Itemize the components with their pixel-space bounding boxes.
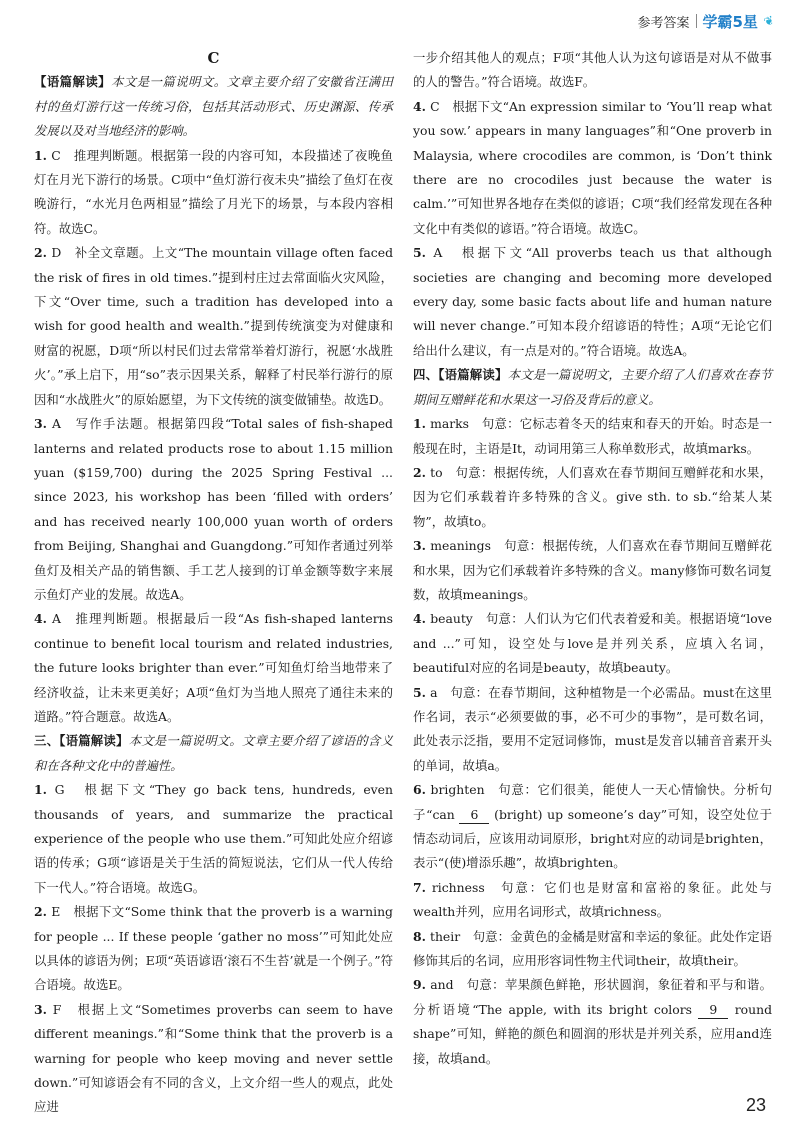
passage-intro: [34, 70, 393, 143]
answer-page: [34, 46, 773, 1115]
answer-item: 4. C 根据下文“An expression similar to ‘You’ll reap what you sow.’ appears in many languages”和“One proverb in Malaysia, where crocodiles are common, is ‘Don’t think there are no crocodiles just because the water is calm.’”可知世界各地存在类似的谚语；C项“我们经常发现在各种文化中有类似的谚语。”符合语境。故选C。: [413, 98, 772, 236]
answer-item: 3. F 根据上文“Sometimes proverbs can seem to have different meanings.”和“Some think that the proverb is a warning for people who keep moving and never settle down.”可知谚语会有不同的含义，上文介绍一些人的观点，此处应进: [34, 1001, 393, 1115]
passage-intro: [413, 363, 772, 412]
answer-item: 4. A 推理判断题。根据最后一段“As fish-shaped lanterns continue to benefit local tourism and related industries, the future looks brighter than ever.”可知鱼灯给当地带来了经济收益，让未来更美好；A项“鱼灯为当地人照亮了通往未来的道路。”符合题意。故选A。: [34, 611, 393, 724]
brand-logo: 学霸5星: [702, 12, 758, 31]
answer-item: 5. A 根据下文“All proverbs teach us that although societies are changing and becoming more developed every day, some basic facts about life and human nature will never change.”可知本段介绍谚语的特性；A项“无论它们给出什么建议，有一点是对的。”符合语境。故选A。: [413, 245, 772, 358]
answer-item: 4. beauty 句意：人们认为它们代表着爱和美。根据语境“love and ...”可知，设空处与love是并列关系，应填入名词，beautiful对应的名词是beauty，故填beauty。: [413, 611, 772, 676]
answer-item: 6. brighten 句意：它们很美，能使人一天心情愉快。分析句子“can 6 (bright) up someone’s day”可知，设空处位于情态动词后，应该用动词原形，bright对应的动词是brighten，表示“(使)增添乐趣”，故填brighten。: [413, 782, 772, 871]
section-title-c: C: [207, 49, 220, 67]
answer-item: 1. marks 句意：它标志着冬天的结束和春天的开始。时态是一般现在时，主语是It，动词用第三人称单数形式，故填marks。: [413, 416, 772, 456]
leaf-icon: ❦: [761, 12, 777, 30]
blank-9: 9: [698, 1002, 728, 1019]
answer-item: 2. D 补全文章题。上文“The mountain village often faced the risk of fires in old times.”提到村庄过去常面临火灾风险，下文“Over time, such a tradition has developed into a wish for good health and wealth.”提到传统演变为对健康和财富的祝愿，D项“所以村民们过去常常举着灯游行，祝愿‘水战胜火’。”承上启下，用“so”表示因果关系，解释了村民举行游行的原因和“水战胜火”的原始愿望，为下文传统的演变做铺垫。故选D。: [34, 245, 393, 407]
answer-item: 2. to 句意：根据传统，人们喜欢在春节期间互赠鲜花和水果，因为它们承载着许多特殊的含义。give sth. to sb.“给某人某物”，故填to。: [413, 464, 772, 529]
page-header: [637, 6, 777, 36]
answer-item: 3. A 写作手法题。根据第四段“Total sales of fish-shaped lanterns and related products rose to about 1.15 million yuan ($159,700) during the 2025 Spring Festival ... since 2023, his workshop has been ‘filled with orders’ and has received nearly 100,000 yuan worth of orders from Beijing, Shanghai and Guangdong.”可知作者通过列举鱼灯及相关产品的销售额、手工艺人接到的订单金额等数字来展示鱼灯产业的发展。故选A。: [34, 416, 393, 602]
left-column: [34, 46, 394, 1115]
passage-intro: [34, 729, 393, 778]
answer-item: 9. and 句意：苹果颜色鲜艳，形状圆润，象征着和平与和谐。分析语境“The apple, with its bright colors 9 round shape”可知，鲜艳的颜色和圆润的形状是并列关系，应用and连接，故填and。: [413, 977, 773, 1066]
answer-item: 3. meanings 句意：根据传统，人们喜欢在春节期间互赠鲜花和水果，因为它们承载着许多特殊的含义。many修饰可数名词复数，故填meanings。: [413, 538, 772, 602]
right-column: [413, 46, 772, 1090]
blank-6: 6: [459, 807, 489, 824]
answer-item: 7. richness 句意：它们也是财富和富裕的象征。此处与wealth并列，应用名词形式，故填richness。: [413, 879, 772, 920]
intro-tag: 【语篇解读】: [34, 74, 112, 90]
intro-tag: 四、【语篇解读】: [413, 367, 508, 383]
answer-continuation: 一步介绍其他人的观点；F项“其他人认为这句谚语是对从不做事的人的警告。”符合语境。故选F。: [413, 50, 772, 90]
intro-tag: 三、【语篇解读】: [34, 733, 129, 749]
intro-text: 本文是一篇说明文。文章主要介绍了安徽省汪满田村的鱼灯游行这一传统习俗，包括其活动形式、历史渊源、传承发展以及对当地经济的影响。: [34, 74, 394, 139]
page-number: 23: [745, 1095, 766, 1115]
answer-item: 8. their 句意：金黄色的金橘是财富和幸运的象征。此处作定语修饰其后的名词，应用形容词性物主代词their，故填their。: [413, 928, 772, 969]
header-divider: [696, 14, 697, 28]
answer-item: 1. G 根据下文“They go back tens, hundreds, even thousands of years, and summarize the practical experience of the people who use them.”可知此处应介绍谚语的传承；G项“谚语是关于生活的简短说法，它们从一代人传给下一代人。”符合语境。故选G。: [34, 782, 393, 895]
answer-item: 2. E 根据下文“Some think that the proverb is a warning for people ... If these people ‘gather no moss’”可知此处应以具体的谚语为例；E项“英语谚语‘滚石不生苔’就是一个例子。”符合语境。故选E。: [34, 904, 393, 993]
intro-text: 本文是一篇说明文。文章主要介绍了谚语的含义和在各种文化中的普遍性。: [34, 733, 393, 773]
header-label: 参考答案: [637, 15, 690, 31]
answer-item: 1. C 推理判断题。根据第一段的内容可知，本段描述了夜晚鱼灯在月光下游行的场景。C项中“鱼灯游行夜未央”描绘了鱼灯在夜晚游行，“水光月色两相显”描绘了月光下的场景，与本段内容相符。故选C。: [34, 147, 393, 236]
intro-text: 本文是一篇说明文，主要介绍了人们喜欢在春节期间互赠鲜花和水果这一习俗及背后的意义。: [413, 367, 772, 407]
answer-item: 5. a 句意：在春节期间，这种植物是一个必需品。must在这里作名词，表示“必须要做的事，必不可少的事物”，是可数名词，此处表示泛指，要用不定冠词修饰，must是发音以辅音音素开头的单词，故填a。: [413, 684, 772, 773]
